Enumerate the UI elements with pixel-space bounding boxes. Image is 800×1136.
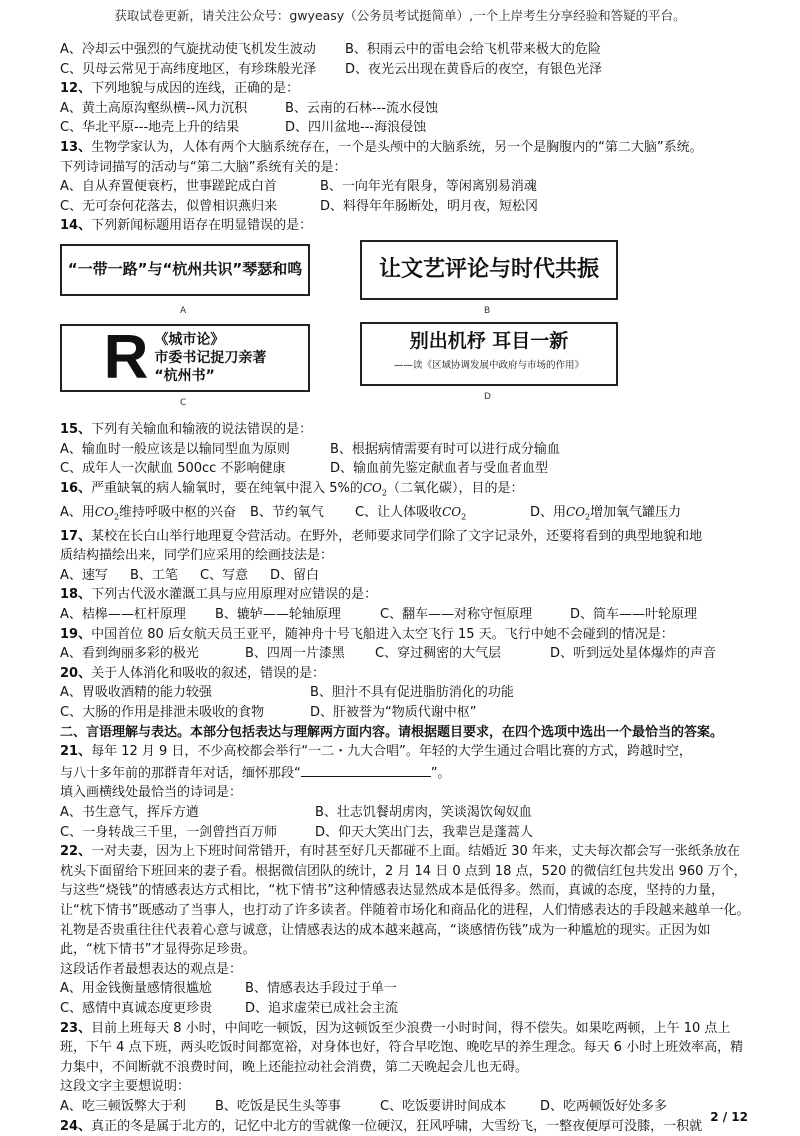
q16-option-c	[355, 503, 530, 527]
q22-passage	[60, 842, 750, 960]
image-label-c: C	[180, 394, 186, 414]
headline-c-lines	[154, 331, 266, 385]
q20-option-d: D、肝被誉为“物质代谢中枢”	[310, 703, 476, 723]
q23-options	[60, 1097, 750, 1117]
q17-option-a: A、速写	[60, 566, 130, 586]
q11-option-b: B、积雨云中的雷电会给飞机带来极大的危险	[345, 40, 601, 60]
q17-text-1: 某校在长白山举行地理夏令营活动。在野外，老师要求同学们除了文字记录外，还要将看到的典型地貌和地	[91, 529, 702, 544]
q17-number: 17、	[60, 529, 91, 544]
q12-number: 12、	[60, 81, 91, 96]
co2-subscript: 2	[461, 512, 466, 521]
headline-d-sub: ——读《区域协调发展中政府与市场的作用》	[394, 356, 584, 376]
q22-options-row2	[60, 999, 750, 1019]
co2-formula	[566, 505, 590, 519]
q16-option-b: B、节约氧气	[250, 503, 355, 527]
q20-options-row2	[60, 703, 750, 723]
image-label-d: D	[484, 388, 491, 408]
q14-stem	[60, 216, 750, 236]
headline-image-c	[60, 324, 310, 392]
q19-option-b: B、四周一片漆黑	[245, 644, 375, 664]
q16-text-a: 严重缺氧的病人输氧时，要在纯氧中混入 5%的	[91, 481, 363, 496]
q20-stem	[60, 664, 750, 684]
q24-passage	[60, 1117, 750, 1136]
section-2-title: 二、言语理解与表达。本部分包括表达与理解两方面内容。请根据题目要求，在四个选项中选出一个最恰当的答案。	[60, 723, 750, 743]
q13-option-d: D、料得年年肠断处，明月夜，短松冈	[320, 197, 538, 217]
q19-stem	[60, 625, 750, 645]
headline-a-text: “一带一路”与“杭州共识”琴瑟和鸣	[68, 260, 302, 280]
q16-number: 16、	[60, 481, 91, 496]
q22-option-a: A、用金钱衡量感情很尴尬	[60, 979, 245, 999]
q21-number: 21、	[60, 744, 91, 759]
q18-option-c: C、翻车——对称守恒原理	[380, 605, 570, 625]
q24-text: 真正的冬是属于北方的，记忆中北方的雪就像一位硬汉，狂风呼啸，大雪纷飞，一整夜便厚可没膝，一积就	[91, 1119, 702, 1134]
q23-option-b: B、吃饭是民生头等事	[215, 1097, 380, 1117]
q17-stem	[60, 527, 750, 547]
q15-option-c: C、成年人一次献血 500cc 不影响健康	[60, 459, 330, 479]
q11-option-a: A、冷却云中强烈的气旋扰动使飞机发生波动	[60, 40, 345, 60]
q19-option-c: C、穿过稠密的大气层	[375, 644, 550, 664]
headline-image-b	[360, 240, 618, 300]
q15-option-d: D、输血前先鉴定献血者与受血者血型	[330, 459, 548, 479]
q24-number: 24、	[60, 1119, 91, 1134]
q22-option-b: B、情感表达手段过于单一	[245, 979, 397, 999]
q16-option-d-prefix: D、用	[530, 505, 566, 520]
q12-text: 下列地貌与成因的连线，正确的是：	[91, 81, 299, 96]
exam-content	[60, 40, 750, 1136]
q18-number: 18、	[60, 587, 91, 602]
co2-symbol: CO	[566, 505, 585, 519]
q22-option-c: C、感情中真诚态度更珍贵	[60, 999, 245, 1019]
q20-option-c: C、大肠的作用是排泄未吸收的食物	[60, 703, 310, 723]
q20-option-a: A、胃吸收酒精的能力较强	[60, 683, 310, 703]
q12-options	[60, 99, 750, 119]
q19-number: 19、	[60, 627, 91, 642]
q23-option-c: C、吃饭要讲时间成本	[380, 1097, 540, 1117]
headline-c-logo-r: R	[104, 328, 149, 388]
q23-question: 这段文字主要想说明：	[60, 1077, 750, 1097]
q23-passage	[60, 1019, 750, 1078]
q17-option-d: D、留白	[270, 566, 319, 586]
q17-option-b: B、工笔	[130, 566, 200, 586]
q20-text: 关于人体消化和吸收的叙述，错误的是：	[91, 666, 325, 681]
q19-text: 中国首位 80 后女航天员王亚平，随神舟十号飞船进入太空飞行 15 天。飞行中她不会碰到的情况是：	[91, 627, 674, 642]
q21-option-d: D、仰天大笑出门去，我辈岂是蓬蒿人	[315, 823, 533, 843]
headline-c-line-3: “杭州书”	[154, 367, 266, 385]
q21-option-b: B、壮志饥餐胡虏肉，笑谈渴饮匈奴血	[315, 803, 532, 823]
headline-image-a	[60, 244, 310, 296]
q14-headline-images	[60, 244, 750, 414]
q14-text: 下列新闻标题用语存在明显错误的是：	[91, 218, 312, 233]
q21-options	[60, 803, 750, 823]
q18-stem	[60, 585, 750, 605]
q22-option-d: D、追求虚荣已成社会主流	[245, 999, 398, 1019]
q18-options	[60, 605, 750, 625]
q20-option-b: B、胆汁不具有促进脂肪消化的功能	[310, 683, 514, 703]
q13-number: 13、	[60, 140, 91, 155]
q15-option-a: A、输血时一般应该是以输同型血为原则	[60, 440, 330, 460]
q21-stem-2	[60, 762, 750, 784]
q13-text-1: 生物学家认为，人体有两个大脑系统存在，一个是头颅中的大脑系统，另一个是胸腹内的“第二大脑”系统。	[91, 140, 702, 155]
fill-in-blank	[301, 762, 431, 777]
q16-options	[60, 503, 750, 527]
q21-text-2b: ”。	[431, 766, 451, 781]
q22-number: 22、	[60, 844, 91, 859]
image-label-b: B	[484, 302, 490, 322]
q18-text: 下列古代汲水灌溉工具与应用原理对应错误的是：	[91, 587, 377, 602]
q13-option-c: C、无可奈何花落去，似曾相识燕归来	[60, 197, 320, 217]
q23-option-a: A、吃三顿饭弊大于利	[60, 1097, 215, 1117]
q17-options	[60, 566, 750, 586]
q16-stem	[60, 479, 750, 503]
q16-option-a-prefix: A、用	[60, 505, 95, 520]
q11-option-d: D、夜光云出现在黄昏后的夜空，有银色光泽	[345, 60, 602, 80]
co2-formula	[95, 505, 119, 519]
headline-image-d	[360, 322, 618, 386]
q13-stem	[60, 138, 750, 158]
q13-option-b: B、一向年光有限身，等闲离别易消魂	[320, 177, 537, 197]
q12-option-b: B、云南的石林---流水侵蚀	[285, 99, 438, 119]
q12-option-d: D、四川盆地---海浪侵蚀	[285, 118, 426, 138]
q16-option-c-prefix: C、让人体吸收	[355, 505, 442, 520]
co2-symbol: CO	[442, 505, 461, 519]
q14-number: 14、	[60, 218, 91, 233]
q12-option-a: A、黄土高原沟壑纵横--风力沉积	[60, 99, 285, 119]
q19-option-a: A、看到绚丽多彩的极光	[60, 644, 245, 664]
q21-option-c: C、一身转战三千里，一剑曾挡百万师	[60, 823, 315, 843]
q20-options	[60, 683, 750, 703]
q17-stem-2: 质结构描绘出来，同学们应采用的绘画技法是：	[60, 546, 750, 566]
q21-option-a: A、书生意气，挥斥方遒	[60, 803, 315, 823]
headline-c-line-1: 《城市论》	[154, 331, 266, 349]
q13-option-a: A、自从弃置便衰朽，世事蹉跎成白首	[60, 177, 320, 197]
q22-text: 一对夫妻，因为上下班时间常错开，有时甚至好几天都碰不上面。结婚近 30 年来，丈夫每次都会写一张纸条放在枕头下面留给下班回来的妻子看。根据微信团队的统计，2 月 14 日 0 点到 18 点，520 的微信红包共发出 960 万个，与这些“烧钱”的情感表达方式相比，“枕下情书”这种情感表达显然成本是低得多。然而，真诚的态度，坚持的力量，让“枕下情书”既感动了当事人，也打动了许多读者。伴随着市场化和商品化的进程，人们情感表达的手段越来越单一化。礼物是否贵重往往代表着心意与诚意，让情感表达的成本越来越高，“谈感情伤钱”成为一种尴尬的现实。正因为如此，“枕下情书”才显得弥足珍贵。	[60, 844, 749, 957]
co2-symbol: CO	[363, 481, 382, 495]
q11-options	[60, 40, 750, 60]
q13-options-row2	[60, 197, 750, 217]
q19-option-d: D、听到远处星体爆炸的声音	[550, 644, 716, 664]
q12-stem	[60, 79, 750, 99]
q23-text: 目前上班每天 8 小时，中间吃一顿饭，因为这顿饭至少浪费一小时时间，得不偿失。如果吃两顿，上午 10 点上班，下午 4 点下班，两头吃饭时间都宽裕，对身体也好，符合早吃饱、晚吃早的养生理念。每天 6 小时上班效率高，精力集中，不间断就不浪费时间，晚上还能拉动社会消费，第二天晚起会儿也无碍。	[60, 1021, 743, 1075]
q15-text: 下列有关输血和输液的说法错误的是：	[91, 422, 312, 437]
q15-option-b: B、根据病情需要有时可以进行成分输血	[330, 440, 560, 460]
q22-options	[60, 979, 750, 999]
q16-option-a-suffix: 维持呼吸中枢的兴奋	[119, 505, 236, 520]
q13-options	[60, 177, 750, 197]
q12-option-c: C、华北平原---地壳上升的结果	[60, 118, 285, 138]
q22-question: 这段话作者最想表达的观点是：	[60, 960, 750, 980]
q16-option-d	[530, 503, 681, 527]
q19-options	[60, 644, 750, 664]
q21-options-row2	[60, 823, 750, 843]
q11-options-row2	[60, 60, 750, 80]
q21-stem-3: 填入画横线处最恰当的诗词是：	[60, 783, 750, 803]
q15-options-row2	[60, 459, 750, 479]
q18-option-d: D、筒车——叶轮原理	[570, 605, 697, 625]
headline-d-main: 别出机杼 耳目一新	[410, 332, 569, 352]
headline-b-text: 让文艺评论与时代共振	[379, 260, 599, 280]
co2-symbol: CO	[95, 505, 114, 519]
q17-option-c: C、写意	[200, 566, 270, 586]
q23-number: 23、	[60, 1021, 91, 1036]
q12-options-row2	[60, 118, 750, 138]
q18-option-a: A、桔槔——杠杆原理	[60, 605, 215, 625]
q15-number: 15、	[60, 422, 91, 437]
q15-options	[60, 440, 750, 460]
q18-option-b: B、辘轳——轮轴原理	[215, 605, 380, 625]
page-number: 2 / 12	[710, 1110, 748, 1124]
co2-subscript: 2	[114, 512, 119, 521]
q23-option-d: D、吃两顿饭好处多多	[540, 1097, 667, 1117]
q15-stem	[60, 420, 750, 440]
q16-option-d-suffix: 增加氧气罐压力	[590, 505, 681, 520]
q21-text-2a: 与八十多年前的那群青年对话，缅怀那段“	[60, 766, 301, 781]
q21-stem	[60, 742, 750, 762]
page-header-notice: 获取试卷更新，请关注公众号：gwyeasy（公务员考试挺简单）,一个上岸考生分享经验和答疑的平台。	[0, 6, 800, 24]
co2-formula	[442, 505, 466, 519]
co2-subscript: 2	[382, 488, 387, 497]
q13-stem-2: 下列诗词描写的活动与“第二大脑”系统有关的是：	[60, 158, 750, 178]
q16-option-a	[60, 503, 250, 527]
co2-subscript: 2	[585, 512, 590, 521]
q16-text-b: （二氧化碳），目的是：	[387, 481, 524, 496]
q21-text-1: 每年 12 月 9 日，不少高校都会举行“一二・九大合唱”。年轻的大学生通过合唱比赛的方式，跨越时空，	[91, 744, 692, 759]
headline-c-line-2: 市委书记捉刀亲著	[154, 349, 266, 367]
q20-number: 20、	[60, 666, 91, 681]
q11-option-c: C、贝母云常见于高纬度地区，有珍珠般光泽	[60, 60, 345, 80]
image-label-a: A	[180, 302, 186, 322]
co2-formula	[363, 481, 387, 495]
